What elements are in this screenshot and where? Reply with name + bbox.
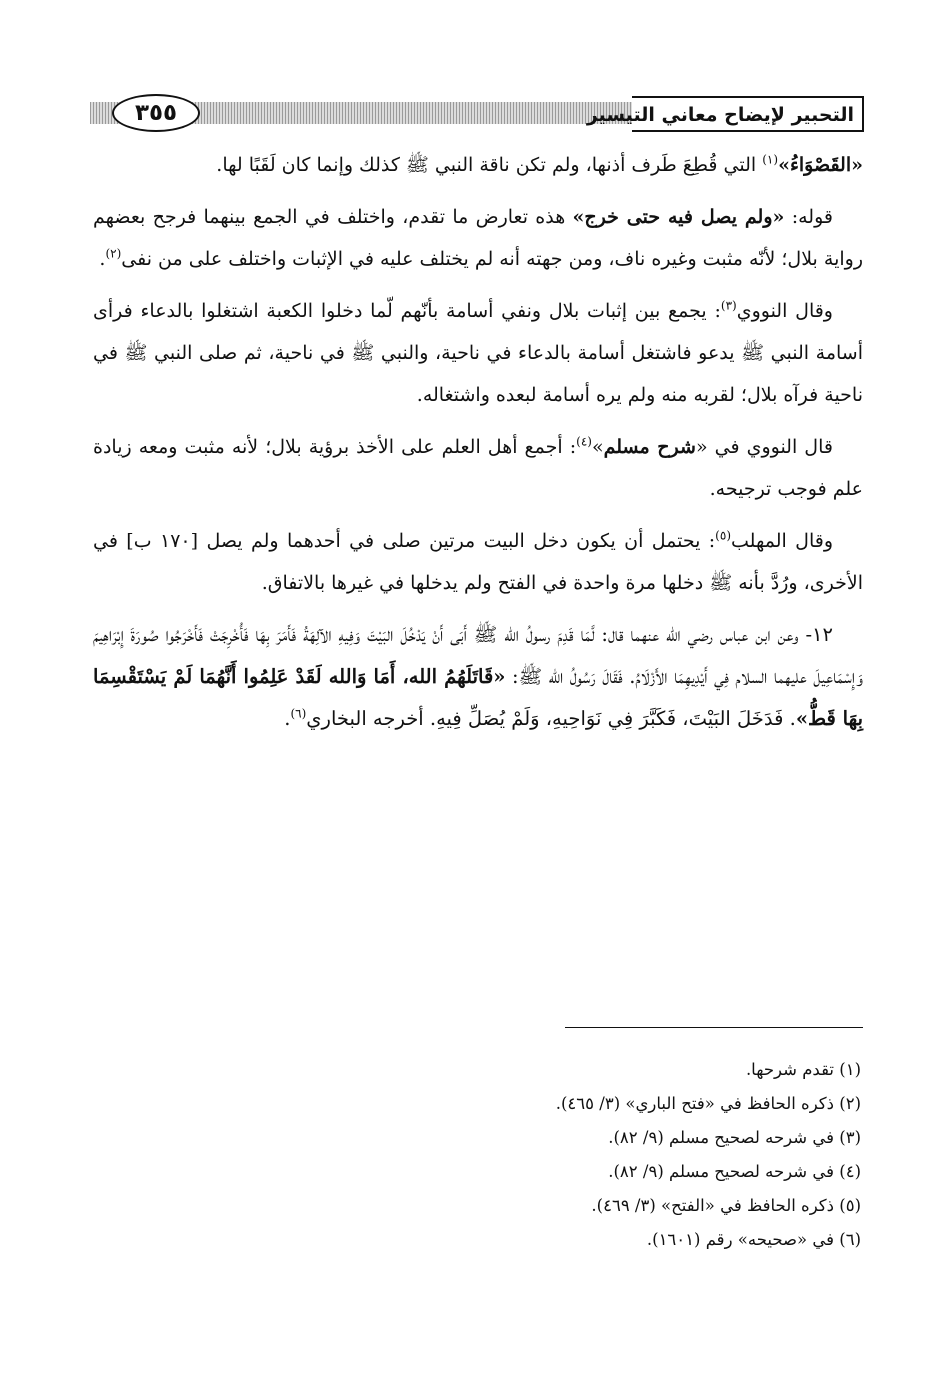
footnote-ref: (٣) xyxy=(720,298,737,313)
paragraph-text: » xyxy=(591,436,604,458)
quoted-phrase: «ولم يصل فيه حتى خرج» xyxy=(572,206,785,228)
footnote-ref: (٤) xyxy=(576,434,592,449)
paragraph-text: هذه تعارض ما تقدم، واختلف في الجمع بينهما فرجح بعضهم رواية بلال؛ لأنّه مثبت وغيره ناف، ومن جهته أنه لم يختلف عليه في الإثبات واختلف على من نفى xyxy=(93,206,863,270)
prophet-quote: «قَاتَلَهُمُ الله، أَمَا وَالله لَقَدْ عَلِمُوا أَنَّهُمَا لَمْ يَسْتَقْسِمَا بِهَا قَطُّ» xyxy=(93,665,863,730)
footnote-divider xyxy=(565,1027,863,1028)
paragraph-4 xyxy=(93,426,863,510)
footnote-6: (٦) في «صحيحه» رقم (١٦٠١). xyxy=(646,1230,861,1249)
hadith-text: لَّمَا قَدِمَ رسولُ الله ﷺ أَبَى أَنْ يَدْخُلَ البَيْتَ وَفِيهِ الآلِهَةُ فَأَمَرَ بِهَا فَأُخْرِجَتْ فَأَخْرَجُوا صُورَةَ إِبْرَاهِيمَ وَإِسْمَاعِيلَ عليهما السلام فِي أَيْدِيهِمَا الأَزْلَامُ. فَقَالَ رَسُولُ الله ﷺ: xyxy=(93,623,863,688)
footnote-ref: (٢) xyxy=(105,246,122,261)
hadith-text: . فَدَخَلَ البَيْتَ، فَكَبَّرَ فِي نَوَاحِيهِ، وَلَمْ يُصَلِّ فِيهِ. أخرجه البخاري xyxy=(306,707,796,730)
paragraph-text: وقال النووي xyxy=(736,300,833,322)
paragraph-2 xyxy=(93,196,863,280)
page-number: ٣٥٥ xyxy=(112,94,200,132)
paragraph-text: : يجمع بين إثبات بلال ونفي أسامة بأنّهم لّما دخلوا الكعبة اشتغلوا بالدعاء فرأى أسامة النبي ﷺ يدعو فاشتغل أسامة بالدعاء في ناحية، والنبي ﷺ في ناحية، ثم صلى النبي ﷺ في ناحية فرآه بلال؛ لقربه منه ولم يره أسامة لبعده واشتغاله. xyxy=(93,300,863,406)
footnote-ref: (٥) xyxy=(715,528,731,543)
paragraph-text: التي قُطِعَ طَرف أذنها، ولم تكن ناقة النبي ﷺ كذلك وإنما كان لَقَبًا لها. xyxy=(216,154,763,176)
quoted-term: «القَصْوَاءُ» xyxy=(778,154,863,176)
page-header xyxy=(90,96,864,140)
paragraph-text: في الأخرى، ورُدَّ بأنه ﷺ دخلها مرة واحدة في الفتح ولم يدخلها في غيرها بالاتفاق. xyxy=(93,530,863,594)
book-title: التحبير لإيضاح معاني التيسير xyxy=(632,96,864,132)
footnote-1: (١) تقدم شرحها. xyxy=(745,1060,861,1079)
manuscript-folio-marker: [١٧٠ ب] xyxy=(117,530,207,552)
footnote-4: (٤) في شرحه لصحيح مسلم (٩/ ٨٢). xyxy=(608,1162,861,1181)
paragraph-text: : أجمع أهل العلم على الأخذ برؤية بلال؛ لأنه مثبت ومعه زيادة علم فوجب ترجيحه. xyxy=(93,436,863,500)
footnote-3: (٣) في شرحه لصحيح مسلم (٩/ ٨٢). xyxy=(608,1128,861,1147)
footnote-2: (٢) ذكره الحافظ في «فتح الباري» (٣/ ٤٦٥). xyxy=(555,1094,861,1113)
footnote-5: (٥) ذكره الحافظ في «الفتح» (٣/ ٤٦٩). xyxy=(591,1196,861,1215)
footnotes xyxy=(161,1060,861,1264)
paragraph-text: قوله: xyxy=(784,206,833,228)
quoted-title: شرح مسلم xyxy=(603,436,696,458)
paragraph-text: وقال المهلب xyxy=(731,530,833,552)
footnote-ref: (١) xyxy=(762,152,779,167)
paragraph-text: ١٢- وعن ابن عباس رضي الله عنهما قال: xyxy=(594,623,833,646)
hadith-paragraph xyxy=(93,614,863,740)
paragraph-text: : يحتمل أن يكون دخل البيت مرتين صلى في أحدهما ولم يصل xyxy=(206,530,716,552)
paragraph-3 xyxy=(93,290,863,416)
paragraph-text: قال النووي في « xyxy=(695,436,833,458)
paragraph-1 xyxy=(93,144,863,186)
paragraph-5 xyxy=(93,520,863,604)
paragraph-text: . xyxy=(99,248,106,270)
paragraph-text: . xyxy=(284,707,291,730)
main-text xyxy=(93,144,863,750)
footnote-ref: (٦) xyxy=(290,706,307,721)
